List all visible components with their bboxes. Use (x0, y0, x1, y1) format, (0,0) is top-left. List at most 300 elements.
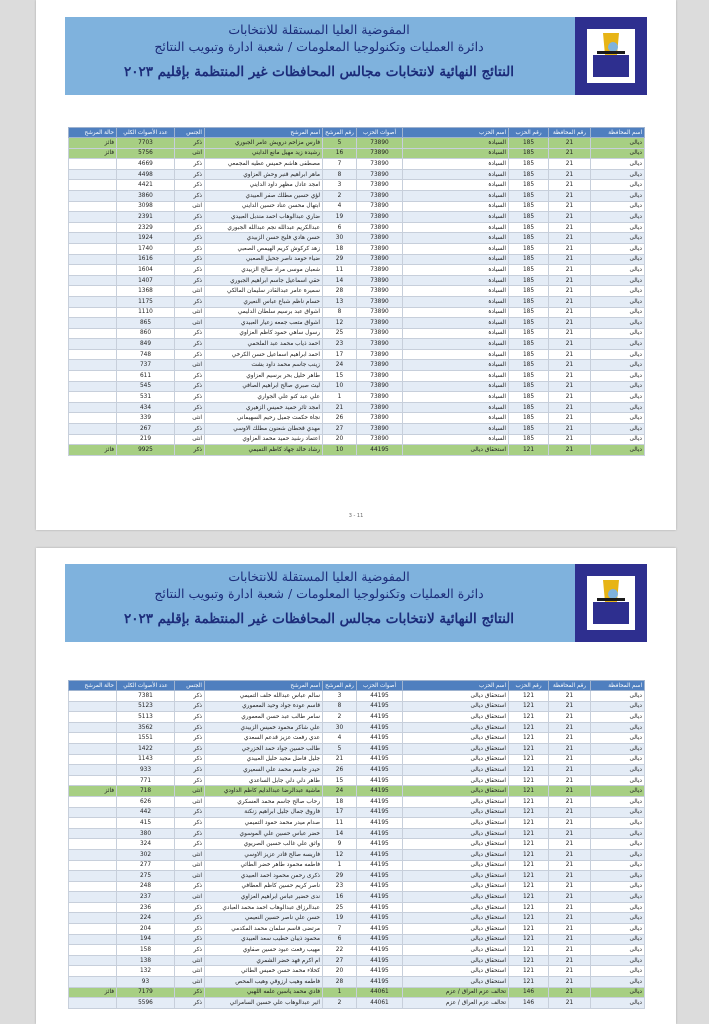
table-cell (69, 924, 117, 935)
table-cell: 121 (509, 966, 549, 977)
table-cell: 121 (509, 722, 549, 733)
table-cell: ذكر (175, 924, 205, 935)
table-row (69, 307, 645, 318)
table-cell: 121 (509, 892, 549, 903)
table-cell: ديالى (591, 765, 645, 776)
table-cell: 44195 (357, 913, 403, 924)
table-cell: 21 (549, 254, 591, 265)
table-row (69, 233, 645, 244)
table-row (69, 977, 645, 988)
table-cell: فاروق جمال جليل ابراهيم زنكنة (205, 807, 323, 818)
table-row (69, 159, 645, 170)
table-cell: 21 (549, 148, 591, 159)
table-cell: 23 (323, 881, 357, 892)
table-cell: ديالى (591, 881, 645, 892)
table-row (69, 424, 645, 435)
table-cell: 860 (117, 328, 175, 339)
table-cell: السيادة (403, 275, 509, 286)
table-cell: السيادة (403, 307, 509, 318)
table-cell (69, 849, 117, 860)
table-cell: 26 (323, 765, 357, 776)
table-cell: 1368 (117, 286, 175, 297)
table-cell: 73890 (357, 434, 403, 445)
table-cell: 21 (549, 818, 591, 829)
table-cell: حسام ناظم شباع عباس النعيري (205, 296, 323, 307)
table-cell: ذكر (175, 371, 205, 382)
table-cell: السيادة (403, 243, 509, 254)
table-cell: 185 (509, 296, 549, 307)
table-cell: ذكر (175, 243, 205, 254)
table-cell: 185 (509, 371, 549, 382)
table-cell: 73890 (357, 159, 403, 170)
table-cell: السيادة (403, 318, 509, 329)
table-cell: استحقاق ديالى (403, 913, 509, 924)
table-cell: ديالى (591, 413, 645, 424)
table-cell: 185 (509, 201, 549, 212)
table-cell: 302 (117, 849, 175, 860)
table-cell: 4 (323, 733, 357, 744)
table-cell (69, 413, 117, 424)
header-banner (65, 17, 647, 95)
department-name: دائرة العمليات وتكنولوجيا المعلومات / شعبة ادارة وتبويب النتائج (154, 39, 484, 54)
table-row (69, 349, 645, 360)
table-cell: استحقاق ديالى (403, 966, 509, 977)
table-cell: 44061 (357, 987, 403, 998)
table-cell: ماهر ابراهيم قنبر وحش العزاوي (205, 169, 323, 180)
table-cell: اشواق عبد برسيم سلطان الدليمي (205, 307, 323, 318)
page-number: 3 - 11 (348, 513, 364, 519)
table-cell: ذكر (175, 934, 205, 945)
table-cell: 26 (323, 413, 357, 424)
table-cell (69, 913, 117, 924)
table-cell: السيادة (403, 371, 509, 382)
table-cell: ذكر (175, 381, 205, 392)
table-cell: 21 (549, 328, 591, 339)
table-cell: 121 (509, 765, 549, 776)
table-cell: 121 (509, 775, 549, 786)
table-cell: رشيده زيد مهيل مانع الدايني (205, 148, 323, 159)
table-cell: ديالى (591, 212, 645, 223)
table-cell: حقي اسماعيل جاسم ابراهيم الجبوري (205, 275, 323, 286)
table-cell: مصطفى هاشم خميس عطيه المجمعي (205, 159, 323, 170)
table-cell: اشواق متعب جمعه زعيار العبيدي (205, 318, 323, 329)
table-cell (69, 275, 117, 286)
table-cell: استحقاق ديالى (403, 722, 509, 733)
table-cell: مرتضى قاسم سلمان محمد المكدمي (205, 924, 323, 935)
table-row (69, 987, 645, 998)
table-row (69, 691, 645, 702)
table-cell: رسول ساهي حمود كاظم العزاوي (205, 328, 323, 339)
table-cell: السيادة (403, 201, 509, 212)
table-cell: قاسم عودة جواد وحيد المعموري (205, 701, 323, 712)
table-cell: تحالف عزم العراق / عزم (403, 998, 509, 1009)
table-cell: ديالى (591, 296, 645, 307)
table-row (69, 328, 645, 339)
table-cell: ديالى (591, 998, 645, 1009)
table-cell (69, 190, 117, 201)
table-row (69, 169, 645, 180)
table-cell: 7179 (117, 987, 175, 998)
table-cell: حيدر جاسم محمد علي السعيري (205, 765, 323, 776)
table-cell (69, 701, 117, 712)
table-cell: 21 (549, 754, 591, 765)
table-cell: استحقاق ديالى (403, 733, 509, 744)
table-row (69, 945, 645, 956)
table-cell: ديالى (591, 955, 645, 966)
table-cell (69, 392, 117, 403)
table-cell: 73890 (357, 201, 403, 212)
column-header: أصوات الحزب (357, 128, 403, 138)
table-row (69, 201, 645, 212)
table-cell: 611 (117, 371, 175, 382)
table-row (69, 849, 645, 860)
column-header: اسم الحزب (403, 681, 509, 691)
table-cell: 6 (323, 934, 357, 945)
table-cell: كحلاء محمد حسن خميس الطائي (205, 966, 323, 977)
table-cell: ديالى (591, 828, 645, 839)
table-row (69, 381, 645, 392)
table-cell: 3 (323, 691, 357, 702)
table-cell (69, 318, 117, 329)
table-row (69, 371, 645, 382)
table-cell: 185 (509, 243, 549, 254)
table-cell (69, 169, 117, 180)
table-cell (69, 402, 117, 413)
table-cell: 29 (323, 871, 357, 882)
table-cell: 44195 (357, 924, 403, 935)
table-cell: استحقاق ديالى (403, 860, 509, 871)
table-cell: فائز (69, 138, 117, 149)
table-cell: 185 (509, 286, 549, 297)
table-row (69, 924, 645, 935)
table-cell: 73890 (357, 371, 403, 382)
table-row (69, 754, 645, 765)
table-cell: عبدالكريم عبدالله نجم عبدالله الجبوري (205, 222, 323, 233)
table-cell: 21 (549, 860, 591, 871)
table-cell: ذكر (175, 328, 205, 339)
table-cell: استحقاق ديالى (403, 849, 509, 860)
table-cell: 21 (549, 381, 591, 392)
table-cell: 21 (549, 201, 591, 212)
table-cell: ديالى (591, 190, 645, 201)
column-header: اسم المحافظة (591, 128, 645, 138)
table-cell: 121 (509, 743, 549, 754)
table-cell: طاهر دلي دلي جابل الساعدي (205, 775, 323, 786)
table-cell: 121 (509, 691, 549, 702)
table-cell: ذكر (175, 296, 205, 307)
table-cell: 21 (549, 445, 591, 456)
table-cell: 121 (509, 871, 549, 882)
table-cell (69, 818, 117, 829)
table-cell: فائز (69, 148, 117, 159)
table-cell: 73890 (357, 307, 403, 318)
table-cell: 121 (509, 955, 549, 966)
table-cell: ديالى (591, 743, 645, 754)
table-cell: 44195 (357, 743, 403, 754)
table-cell: استحقاق ديالى (403, 701, 509, 712)
table-cell: 7 (323, 924, 357, 935)
table-cell: 21 (549, 275, 591, 286)
table-cell: انثى (175, 786, 205, 797)
table-cell: ديالى (591, 839, 645, 850)
table-cell: 44195 (357, 818, 403, 829)
table-cell: 21 (549, 828, 591, 839)
table-cell: 44061 (357, 998, 403, 1009)
table-cell: 121 (509, 913, 549, 924)
table-cell: ذكر (175, 691, 205, 702)
table-cell (69, 860, 117, 871)
table-cell: زهد كركوش كريم الهيمص الصعبي (205, 243, 323, 254)
table-cell: ذكر (175, 881, 205, 892)
table-cell: السيادة (403, 381, 509, 392)
table-cell: ليث صبري صالح ابراهيم الصافي (205, 381, 323, 392)
table-cell: 2 (323, 712, 357, 723)
table-cell (69, 828, 117, 839)
table-cell: 44195 (357, 934, 403, 945)
table-cell: 44195 (357, 892, 403, 903)
table-cell: 73890 (357, 222, 403, 233)
ballot-box-icon (583, 25, 639, 87)
table-cell (69, 945, 117, 956)
table-cell: 21 (549, 138, 591, 149)
table-cell: ذكر (175, 913, 205, 924)
column-header: رقم الحزب (509, 681, 549, 691)
column-header: رقم المرشح (323, 681, 357, 691)
table-cell: احمد ذياب محمد عبد الملحمي (205, 339, 323, 350)
table-cell: 1 (323, 860, 357, 871)
table-cell: 121 (509, 712, 549, 723)
table-cell: 21 (549, 169, 591, 180)
table-cell: 73890 (357, 190, 403, 201)
table-cell: 21 (549, 945, 591, 956)
table-cell: 21 (549, 212, 591, 223)
table-cell: 21 (549, 360, 591, 371)
table-cell: 121 (509, 849, 549, 860)
column-header: الجنس (175, 128, 205, 138)
table-cell: انثى (175, 955, 205, 966)
table-cell: ذكر (175, 445, 205, 456)
table-cell: ذكر (175, 233, 205, 244)
table-cell: 21 (549, 190, 591, 201)
table-cell: 21 (549, 902, 591, 913)
table-cell: السيادة (403, 265, 509, 276)
table-cell: 17 (323, 807, 357, 818)
table-cell: ديالى (591, 159, 645, 170)
table-cell: 21 (549, 977, 591, 988)
table-cell: 737 (117, 360, 175, 371)
table-row (69, 434, 645, 445)
table-cell: 20 (323, 966, 357, 977)
table-cell: سالم عباس عبدالله خلف التميمي (205, 691, 323, 702)
table-cell: 185 (509, 254, 549, 265)
table-cell: 19 (323, 212, 357, 223)
table-cell (69, 881, 117, 892)
table-cell: ديالى (591, 445, 645, 456)
table-row (69, 775, 645, 786)
table-cell: ذكر (175, 275, 205, 286)
table-cell: 849 (117, 339, 175, 350)
table-cell: ذكر (175, 339, 205, 350)
table-cell: استحقاق ديالى (403, 945, 509, 956)
table-cell: استحقاق ديالى (403, 934, 509, 945)
table-cell (69, 998, 117, 1009)
table-cell: 8 (323, 307, 357, 318)
table-cell: استحقاق ديالى (403, 445, 509, 456)
table-cell: ديالى (591, 222, 645, 233)
table-cell: 21 (549, 413, 591, 424)
table-cell (69, 233, 117, 244)
table-cell: محمود ذيبان خطيب سعد العبيدي (205, 934, 323, 945)
table-cell: ديالى (591, 945, 645, 956)
header-banner (65, 564, 647, 642)
table-cell (69, 722, 117, 733)
table-row (69, 243, 645, 254)
table-cell: 1924 (117, 233, 175, 244)
table-cell: 21 (549, 955, 591, 966)
table-cell: استحقاق ديالى (403, 881, 509, 892)
table-row (69, 871, 645, 882)
table-cell: 24 (323, 360, 357, 371)
table-row (69, 339, 645, 350)
table-cell (69, 254, 117, 265)
table-cell: فارس مزاحم درويش عامر الجبوري (205, 138, 323, 149)
column-header: رقم المحافظة (549, 128, 591, 138)
table-cell: 44195 (357, 839, 403, 850)
table-cell: استحقاق ديالى (403, 754, 509, 765)
table-cell: عدي رفعت عزيز قدعم السعدي (205, 733, 323, 744)
table-cell: ديالى (591, 381, 645, 392)
table-cell: فاريسه صالح قادر عزيز الاوسي (205, 849, 323, 860)
table-cell: 771 (117, 775, 175, 786)
table-cell: 73890 (357, 212, 403, 223)
table-cell: 16 (323, 148, 357, 159)
table-cell: 44195 (357, 955, 403, 966)
table-cell: 21 (549, 424, 591, 435)
table-cell: 73890 (357, 254, 403, 265)
table-cell: 9925 (117, 445, 175, 456)
table-cell (69, 934, 117, 945)
table-cell: 415 (117, 818, 175, 829)
table-cell: 121 (509, 924, 549, 935)
table-cell (69, 381, 117, 392)
table-row (69, 892, 645, 903)
table-cell: 748 (117, 349, 175, 360)
table-row (69, 966, 645, 977)
table-cell: انثى (175, 148, 205, 159)
table-cell: 44195 (357, 733, 403, 744)
table-cell: 12 (323, 318, 357, 329)
table-cell: فاطمه محمود طاهر خضر الطائي (205, 860, 323, 871)
table-cell: 194 (117, 934, 175, 945)
table-cell: ديالى (591, 849, 645, 860)
document-page-2 (36, 548, 676, 1024)
table-cell (69, 691, 117, 702)
table-cell: ديالى (591, 902, 645, 913)
table-cell: 146 (509, 998, 549, 1009)
table-cell: انثى (175, 860, 205, 871)
table-cell: 21 (549, 691, 591, 702)
table-cell: 275 (117, 871, 175, 882)
table-cell: ذكر (175, 701, 205, 712)
table-cell: 21 (549, 180, 591, 191)
table-cell: 44195 (357, 871, 403, 882)
table-cell: 73890 (357, 424, 403, 435)
table-cell: استحقاق ديالى (403, 818, 509, 829)
table-row (69, 998, 645, 1009)
table-cell: 73890 (357, 148, 403, 159)
table-cell: 185 (509, 233, 549, 244)
table-cell: 121 (509, 860, 549, 871)
table-row (69, 913, 645, 924)
table-cell: 21 (549, 775, 591, 786)
table-cell (69, 180, 117, 191)
table-cell (69, 871, 117, 882)
table-cell: 121 (509, 701, 549, 712)
table-cell: 121 (509, 796, 549, 807)
table-cell: السيادة (403, 148, 509, 159)
table-cell: 185 (509, 265, 549, 276)
table-cell: استحقاق ديالى (403, 955, 509, 966)
table-cell: 44195 (357, 902, 403, 913)
table-cell: 7 (323, 159, 357, 170)
table-cell: 14 (323, 275, 357, 286)
table-cell: ديالى (591, 265, 645, 276)
table-cell: 121 (509, 733, 549, 744)
table-cell: ديالى (591, 754, 645, 765)
table-cell (69, 966, 117, 977)
table-cell: 25 (323, 328, 357, 339)
table-cell: 185 (509, 318, 549, 329)
table-row (69, 902, 645, 913)
table-cell: استحقاق ديالى (403, 839, 509, 850)
table-row (69, 296, 645, 307)
table-row (69, 818, 645, 829)
table-cell: استحقاق ديالى (403, 924, 509, 935)
table-cell: 44195 (357, 860, 403, 871)
table-cell: 121 (509, 445, 549, 456)
table-cell: 21 (549, 786, 591, 797)
table-cell (69, 839, 117, 850)
table-cell: 4498 (117, 169, 175, 180)
table-cell: السيادة (403, 402, 509, 413)
table-cell: ذكر (175, 254, 205, 265)
table-cell: ناصر كريم حسين كاظم العطافي (205, 881, 323, 892)
table-cell: 73890 (357, 413, 403, 424)
table-cell (69, 222, 117, 233)
table-cell: 10 (323, 445, 357, 456)
table-cell: 44195 (357, 828, 403, 839)
table-cell: 121 (509, 902, 549, 913)
results-table-page-1 (68, 127, 645, 456)
table-cell: استحقاق ديالى (403, 765, 509, 776)
table-cell: اعتماد رشيد حميد محمد العزاوي (205, 434, 323, 445)
table-cell: نجاة حكمت جميل رحيم السهيماني (205, 413, 323, 424)
table-cell: 21 (549, 892, 591, 903)
table-cell: ديالى (591, 434, 645, 445)
table-cell: السيادة (403, 413, 509, 424)
table-cell: 44195 (357, 775, 403, 786)
table-cell: 44195 (357, 691, 403, 702)
table-cell: انثى (175, 413, 205, 424)
table-cell: ديالى (591, 371, 645, 382)
table-cell: ديالى (591, 254, 645, 265)
table-cell: 21 (549, 712, 591, 723)
table-cell (69, 243, 117, 254)
table-cell: استحقاق ديالى (403, 871, 509, 882)
table-cell: 21 (549, 307, 591, 318)
table-cell: 18 (323, 796, 357, 807)
table-cell: ماشية عبدالرضا عبدالدايم كاظم الداودي (205, 786, 323, 797)
